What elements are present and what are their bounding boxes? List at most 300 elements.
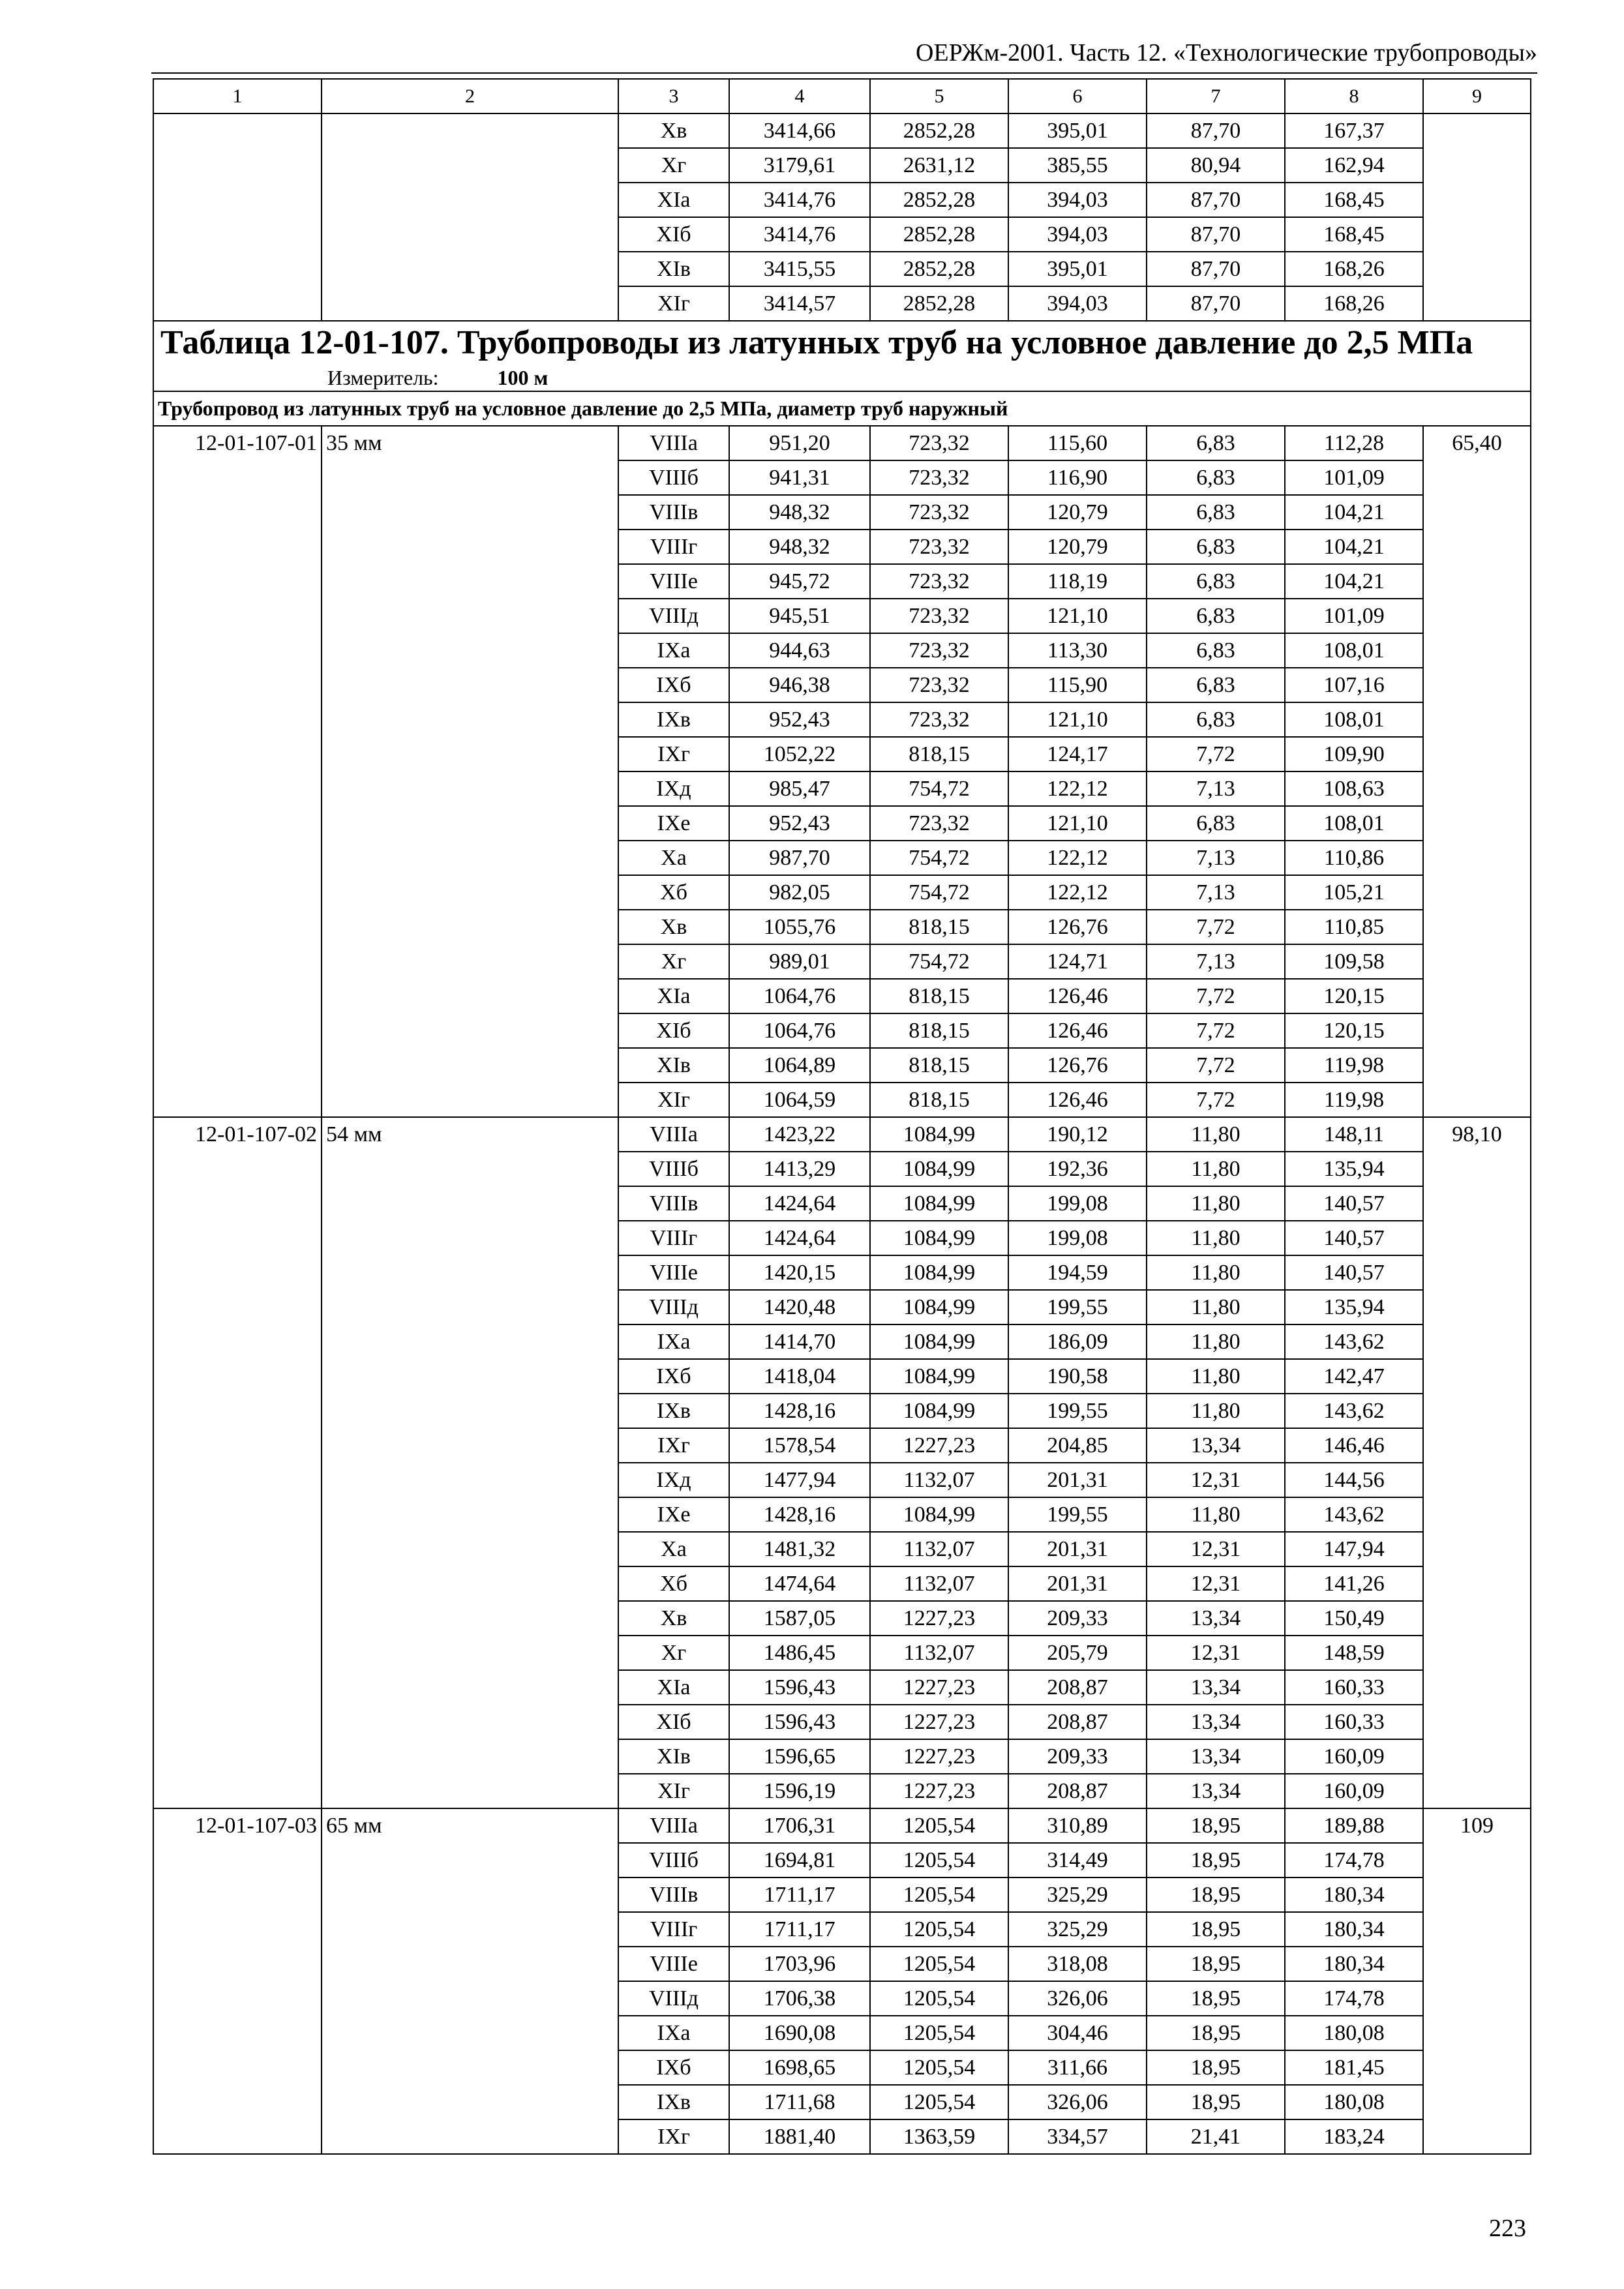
- machinist-wage-cell: 7,72: [1147, 737, 1285, 771]
- mark-cell: XIв: [618, 1048, 729, 1083]
- mark-cell: VIIIб: [618, 460, 729, 495]
- machines-cell: 126,76: [1008, 1048, 1147, 1083]
- materials-cell: 108,01: [1285, 702, 1423, 737]
- mark-cell: VIIIд: [618, 1981, 729, 2016]
- materials-cell: 150,49: [1285, 1601, 1423, 1636]
- mark-cell: VIIIе: [618, 1255, 729, 1290]
- materials-cell: 144,56: [1285, 1463, 1423, 1497]
- rate-code: 12-01-107-03: [153, 1808, 322, 2154]
- total-cost-cell: 1596,65: [729, 1739, 870, 1774]
- wage-cell: 1132,07: [870, 1636, 1008, 1670]
- materials-cell: 101,09: [1285, 460, 1423, 495]
- machines-cell: 199,08: [1008, 1221, 1147, 1255]
- wage-cell: 723,32: [870, 702, 1008, 737]
- total-cost-cell: 945,72: [729, 564, 870, 599]
- mark-cell: VIIIг: [618, 530, 729, 564]
- mark-cell: IXд: [618, 771, 729, 806]
- labor-cost-cell: 109: [1423, 1808, 1531, 2154]
- materials-cell: 112,28: [1285, 426, 1423, 460]
- total-cost-cell: 989,01: [729, 944, 870, 979]
- total-cost-cell: 3179,61: [729, 148, 870, 183]
- machinist-wage-cell: 7,13: [1147, 841, 1285, 875]
- mark-cell: Xв: [618, 113, 729, 148]
- materials-cell: 110,86: [1285, 841, 1423, 875]
- total-cost-cell: 982,05: [729, 875, 870, 910]
- wage-cell: 2852,28: [870, 286, 1008, 321]
- machines-cell: 318,08: [1008, 1947, 1147, 1981]
- machines-cell: 126,46: [1008, 979, 1147, 1013]
- materials-cell: 160,33: [1285, 1705, 1423, 1739]
- column-number: 5: [870, 79, 1008, 113]
- machines-cell: 115,90: [1008, 668, 1147, 702]
- wage-cell: 723,32: [870, 460, 1008, 495]
- wage-cell: 2852,28: [870, 113, 1008, 148]
- machines-cell: 199,55: [1008, 1497, 1147, 1532]
- labor-cost-cell: 98,10: [1423, 1117, 1531, 1808]
- labor-cost-cell: 65,40: [1423, 426, 1531, 1117]
- wage-cell: 2852,28: [870, 217, 1008, 252]
- mark-cell: Xв: [618, 1601, 729, 1636]
- machinist-wage-cell: 11,80: [1147, 1497, 1285, 1532]
- mark-cell: IXг: [618, 737, 729, 771]
- machinist-wage-cell: 13,34: [1147, 1670, 1285, 1705]
- page-number: 223: [1489, 2215, 1526, 2242]
- machines-cell: 334,57: [1008, 2119, 1147, 2154]
- wage-cell: 1084,99: [870, 1359, 1008, 1394]
- pipe-diameter: 35 мм: [322, 426, 618, 1117]
- mark-cell: XIв: [618, 252, 729, 286]
- mark-cell: IXв: [618, 702, 729, 737]
- mark-cell: Xа: [618, 841, 729, 875]
- materials-cell: 105,21: [1285, 875, 1423, 910]
- machinist-wage-cell: 18,95: [1147, 1912, 1285, 1947]
- machines-cell: 126,46: [1008, 1013, 1147, 1048]
- mark-cell: VIIIб: [618, 1152, 729, 1186]
- total-cost-cell: 1477,94: [729, 1463, 870, 1497]
- total-cost-cell: 1424,64: [729, 1186, 870, 1221]
- mark-cell: VIIIд: [618, 1290, 729, 1324]
- wage-cell: 723,32: [870, 633, 1008, 668]
- materials-cell: 120,15: [1285, 979, 1423, 1013]
- materials-cell: 104,21: [1285, 530, 1423, 564]
- wage-cell: 1227,23: [870, 1774, 1008, 1808]
- machinist-wage-cell: 6,83: [1147, 806, 1285, 841]
- machines-cell: 199,08: [1008, 1186, 1147, 1221]
- materials-cell: 148,11: [1285, 1117, 1423, 1152]
- wage-cell: 1227,23: [870, 1428, 1008, 1463]
- wage-cell: 1227,23: [870, 1601, 1008, 1636]
- machinist-wage-cell: 11,80: [1147, 1117, 1285, 1152]
- mark-cell: Xб: [618, 1566, 729, 1601]
- total-cost-cell: 944,63: [729, 633, 870, 668]
- materials-cell: 167,37: [1285, 113, 1423, 148]
- wage-cell: 1205,54: [870, 1912, 1008, 1947]
- materials-cell: 160,09: [1285, 1774, 1423, 1808]
- machines-cell: 394,03: [1008, 183, 1147, 217]
- materials-cell: 109,58: [1285, 944, 1423, 979]
- wage-cell: 1084,99: [870, 1152, 1008, 1186]
- mark-cell: IXе: [618, 1497, 729, 1532]
- table-body: [153, 79, 1531, 2154]
- total-cost-cell: 1428,16: [729, 1497, 870, 1532]
- mark-cell: VIIIд: [618, 599, 729, 633]
- machines-cell: 208,87: [1008, 1670, 1147, 1705]
- mark-cell: XIа: [618, 1670, 729, 1705]
- machines-cell: 385,55: [1008, 148, 1147, 183]
- total-cost-cell: 1420,15: [729, 1255, 870, 1290]
- total-cost-cell: 1064,59: [729, 1083, 870, 1117]
- price-table: [153, 78, 1531, 2155]
- machinist-wage-cell: 18,95: [1147, 2016, 1285, 2050]
- materials-cell: 168,45: [1285, 183, 1423, 217]
- labor-cost-cell: [1423, 113, 1531, 321]
- total-cost-cell: 1486,45: [729, 1636, 870, 1670]
- mark-cell: XIг: [618, 1083, 729, 1117]
- table-row: [153, 426, 1531, 460]
- materials-cell: 119,98: [1285, 1083, 1423, 1117]
- materials-cell: 104,21: [1285, 564, 1423, 599]
- wage-cell: 1205,54: [870, 2050, 1008, 2085]
- materials-cell: 119,98: [1285, 1048, 1423, 1083]
- wage-cell: 1363,59: [870, 2119, 1008, 2154]
- machinist-wage-cell: 13,34: [1147, 1601, 1285, 1636]
- total-cost-cell: 987,70: [729, 841, 870, 875]
- total-cost-cell: 948,32: [729, 495, 870, 530]
- machinist-wage-cell: 7,72: [1147, 1083, 1285, 1117]
- machines-cell: 325,29: [1008, 1878, 1147, 1912]
- wage-cell: 723,32: [870, 668, 1008, 702]
- wage-cell: 1227,23: [870, 1670, 1008, 1705]
- wage-cell: 818,15: [870, 979, 1008, 1013]
- materials-cell: 143,62: [1285, 1324, 1423, 1359]
- mark-cell: XIг: [618, 286, 729, 321]
- materials-cell: 141,26: [1285, 1566, 1423, 1601]
- machines-cell: 122,12: [1008, 771, 1147, 806]
- machinist-wage-cell: 18,95: [1147, 1808, 1285, 1843]
- mark-cell: IXб: [618, 2050, 729, 2085]
- mark-cell: VIIIг: [618, 1221, 729, 1255]
- machines-cell: 126,76: [1008, 910, 1147, 944]
- wage-cell: 1132,07: [870, 1463, 1008, 1497]
- column-number: 7: [1147, 79, 1285, 113]
- machines-cell: 120,79: [1008, 530, 1147, 564]
- machinist-wage-cell: 18,95: [1147, 1947, 1285, 1981]
- column-number: 2: [322, 79, 618, 113]
- column-number: 4: [729, 79, 870, 113]
- wage-cell: 754,72: [870, 875, 1008, 910]
- materials-cell: 120,15: [1285, 1013, 1423, 1048]
- machinist-wage-cell: 11,80: [1147, 1290, 1285, 1324]
- machines-cell: 209,33: [1008, 1601, 1147, 1636]
- mark-cell: VIIIа: [618, 1808, 729, 1843]
- machines-cell: 113,30: [1008, 633, 1147, 668]
- total-cost-cell: 1587,05: [729, 1601, 870, 1636]
- total-cost-cell: 1706,38: [729, 1981, 870, 2016]
- column-number: 3: [618, 79, 729, 113]
- pipe-diameter: 54 мм: [322, 1117, 618, 1808]
- wage-cell: 1084,99: [870, 1497, 1008, 1532]
- machinist-wage-cell: 6,83: [1147, 702, 1285, 737]
- machinist-wage-cell: 18,95: [1147, 1843, 1285, 1878]
- table-row: [153, 1808, 1531, 1843]
- total-cost-cell: 1052,22: [729, 737, 870, 771]
- mark-cell: VIIIг: [618, 1912, 729, 1947]
- wage-cell: 1205,54: [870, 1878, 1008, 1912]
- pipe-diameter: [322, 113, 618, 321]
- materials-cell: 143,62: [1285, 1394, 1423, 1428]
- machinist-wage-cell: 6,83: [1147, 426, 1285, 460]
- machines-cell: 124,17: [1008, 737, 1147, 771]
- machines-cell: 201,31: [1008, 1532, 1147, 1566]
- wage-cell: 818,15: [870, 1013, 1008, 1048]
- materials-cell: 135,94: [1285, 1152, 1423, 1186]
- mark-cell: IXа: [618, 1324, 729, 1359]
- wage-cell: 1205,54: [870, 1843, 1008, 1878]
- wage-cell: 1205,54: [870, 1947, 1008, 1981]
- machines-cell: 394,03: [1008, 217, 1147, 252]
- mark-cell: IXа: [618, 2016, 729, 2050]
- wage-cell: 2852,28: [870, 252, 1008, 286]
- total-cost-cell: 951,20: [729, 426, 870, 460]
- total-cost-cell: 1423,22: [729, 1117, 870, 1152]
- materials-cell: 160,09: [1285, 1739, 1423, 1774]
- machinist-wage-cell: 12,31: [1147, 1532, 1285, 1566]
- machinist-wage-cell: 13,34: [1147, 1739, 1285, 1774]
- machinist-wage-cell: 11,80: [1147, 1394, 1285, 1428]
- total-cost-cell: 1481,32: [729, 1532, 870, 1566]
- machinist-wage-cell: 11,80: [1147, 1359, 1285, 1394]
- machines-cell: 186,09: [1008, 1324, 1147, 1359]
- measure-value: 100 м: [497, 366, 549, 389]
- materials-cell: 189,88: [1285, 1808, 1423, 1843]
- mark-cell: XIв: [618, 1739, 729, 1774]
- mark-cell: IXг: [618, 2119, 729, 2154]
- total-cost-cell: 1420,48: [729, 1290, 870, 1324]
- machinist-wage-cell: 13,34: [1147, 1774, 1285, 1808]
- materials-cell: 174,78: [1285, 1981, 1423, 2016]
- machinist-wage-cell: 7,13: [1147, 875, 1285, 910]
- mark-cell: XIа: [618, 183, 729, 217]
- total-cost-cell: 1881,40: [729, 2119, 870, 2154]
- wage-cell: 723,32: [870, 495, 1008, 530]
- wage-cell: 1205,54: [870, 2085, 1008, 2119]
- mark-cell: VIIIе: [618, 564, 729, 599]
- wage-cell: 1132,07: [870, 1532, 1008, 1566]
- mark-cell: VIIIв: [618, 495, 729, 530]
- machines-cell: 121,10: [1008, 806, 1147, 841]
- wage-cell: 818,15: [870, 1083, 1008, 1117]
- machines-cell: 325,29: [1008, 1912, 1147, 1947]
- wage-cell: 754,72: [870, 841, 1008, 875]
- total-cost-cell: 1711,17: [729, 1912, 870, 1947]
- wage-cell: 818,15: [870, 737, 1008, 771]
- machinist-wage-cell: 6,83: [1147, 668, 1285, 702]
- total-cost-cell: 952,43: [729, 806, 870, 841]
- wage-cell: 1084,99: [870, 1186, 1008, 1221]
- machines-cell: 394,03: [1008, 286, 1147, 321]
- machines-cell: 121,10: [1008, 702, 1147, 737]
- materials-cell: 140,57: [1285, 1221, 1423, 1255]
- machinist-wage-cell: 12,31: [1147, 1463, 1285, 1497]
- mark-cell: XIб: [618, 217, 729, 252]
- total-cost-cell: 941,31: [729, 460, 870, 495]
- column-number-row: [153, 79, 1531, 113]
- mark-cell: IXа: [618, 633, 729, 668]
- section-subheader-row: [153, 391, 1531, 426]
- table-row: [153, 1117, 1531, 1152]
- mark-cell: VIIIа: [618, 1117, 729, 1152]
- wage-cell: 1227,23: [870, 1705, 1008, 1739]
- machines-cell: 310,89: [1008, 1808, 1147, 1843]
- total-cost-cell: 1414,70: [729, 1324, 870, 1359]
- mark-cell: VIIIв: [618, 1186, 729, 1221]
- column-number: 1: [153, 79, 322, 113]
- total-cost-cell: 945,51: [729, 599, 870, 633]
- machinist-wage-cell: 11,80: [1147, 1221, 1285, 1255]
- machines-cell: 122,12: [1008, 841, 1147, 875]
- materials-cell: 104,21: [1285, 495, 1423, 530]
- mark-cell: Xг: [618, 944, 729, 979]
- materials-cell: 181,45: [1285, 2050, 1423, 2085]
- wage-cell: 754,72: [870, 771, 1008, 806]
- wage-cell: 1205,54: [870, 2016, 1008, 2050]
- machinist-wage-cell: 18,95: [1147, 1878, 1285, 1912]
- mark-cell: VIIIа: [618, 426, 729, 460]
- total-cost-cell: 3414,66: [729, 113, 870, 148]
- total-cost-cell: 1596,43: [729, 1705, 870, 1739]
- machinist-wage-cell: 18,95: [1147, 1981, 1285, 2016]
- machinist-wage-cell: 11,80: [1147, 1152, 1285, 1186]
- wage-cell: 723,32: [870, 599, 1008, 633]
- materials-cell: 183,24: [1285, 2119, 1423, 2154]
- total-cost-cell: 1424,64: [729, 1221, 870, 1255]
- column-number: 9: [1423, 79, 1531, 113]
- machines-cell: 209,33: [1008, 1739, 1147, 1774]
- machinist-wage-cell: 13,34: [1147, 1428, 1285, 1463]
- mark-cell: IXд: [618, 1463, 729, 1497]
- machinist-wage-cell: 7,13: [1147, 771, 1285, 806]
- machinist-wage-cell: 6,83: [1147, 633, 1285, 668]
- machinist-wage-cell: 7,72: [1147, 979, 1285, 1013]
- materials-cell: 109,90: [1285, 737, 1423, 771]
- machinist-wage-cell: 13,34: [1147, 1705, 1285, 1739]
- table-row: [153, 113, 1531, 148]
- machinist-wage-cell: 87,70: [1147, 113, 1285, 148]
- wage-cell: 818,15: [870, 1048, 1008, 1083]
- wage-cell: 754,72: [870, 944, 1008, 979]
- machinist-wage-cell: 6,83: [1147, 564, 1285, 599]
- materials-cell: 162,94: [1285, 148, 1423, 183]
- machines-cell: 395,01: [1008, 113, 1147, 148]
- materials-cell: 168,26: [1285, 286, 1423, 321]
- machines-cell: 120,79: [1008, 495, 1147, 530]
- machines-cell: 116,90: [1008, 460, 1147, 495]
- machines-cell: 395,01: [1008, 252, 1147, 286]
- total-cost-cell: 952,43: [729, 702, 870, 737]
- machinist-wage-cell: 18,95: [1147, 2085, 1285, 2119]
- machines-cell: 126,46: [1008, 1083, 1147, 1117]
- machinist-wage-cell: 12,31: [1147, 1636, 1285, 1670]
- total-cost-cell: 948,32: [729, 530, 870, 564]
- machines-cell: 124,71: [1008, 944, 1147, 979]
- wage-cell: 818,15: [870, 910, 1008, 944]
- mark-cell: Xб: [618, 875, 729, 910]
- machines-cell: 199,55: [1008, 1290, 1147, 1324]
- wage-cell: 723,32: [870, 530, 1008, 564]
- machines-cell: 326,06: [1008, 2085, 1147, 2119]
- total-cost-cell: 1418,04: [729, 1359, 870, 1394]
- mark-cell: IXв: [618, 2085, 729, 2119]
- materials-cell: 110,85: [1285, 910, 1423, 944]
- wage-cell: 723,32: [870, 564, 1008, 599]
- total-cost-cell: 1694,81: [729, 1843, 870, 1878]
- materials-cell: 180,08: [1285, 2085, 1423, 2119]
- materials-cell: 168,26: [1285, 252, 1423, 286]
- wage-cell: 1132,07: [870, 1566, 1008, 1601]
- mark-cell: Xг: [618, 1636, 729, 1670]
- total-cost-cell: 1698,65: [729, 2050, 870, 2085]
- total-cost-cell: 1413,29: [729, 1152, 870, 1186]
- materials-cell: 143,62: [1285, 1497, 1423, 1532]
- mark-cell: VIIIе: [618, 1947, 729, 1981]
- machines-cell: 201,31: [1008, 1463, 1147, 1497]
- materials-cell: 135,94: [1285, 1290, 1423, 1324]
- total-cost-cell: 1064,76: [729, 979, 870, 1013]
- total-cost-cell: 1596,43: [729, 1670, 870, 1705]
- machinist-wage-cell: 6,83: [1147, 530, 1285, 564]
- machines-cell: 190,58: [1008, 1359, 1147, 1394]
- machinist-wage-cell: 87,70: [1147, 286, 1285, 321]
- mark-cell: VIIIв: [618, 1878, 729, 1912]
- materials-cell: 107,16: [1285, 668, 1423, 702]
- materials-cell: 180,34: [1285, 1912, 1423, 1947]
- wage-cell: 1205,54: [870, 1808, 1008, 1843]
- machines-cell: 201,31: [1008, 1566, 1147, 1601]
- wage-cell: 2852,28: [870, 183, 1008, 217]
- total-cost-cell: 3414,57: [729, 286, 870, 321]
- wage-cell: 723,32: [870, 426, 1008, 460]
- materials-cell: 160,33: [1285, 1670, 1423, 1705]
- machines-cell: 122,12: [1008, 875, 1147, 910]
- machines-cell: 326,06: [1008, 1981, 1147, 2016]
- total-cost-cell: 1706,31: [729, 1808, 870, 1843]
- machines-cell: 121,10: [1008, 599, 1147, 633]
- machinist-wage-cell: 87,70: [1147, 217, 1285, 252]
- materials-cell: 101,09: [1285, 599, 1423, 633]
- wage-cell: 1084,99: [870, 1255, 1008, 1290]
- mark-cell: XIб: [618, 1705, 729, 1739]
- materials-cell: 140,57: [1285, 1255, 1423, 1290]
- machinist-wage-cell: 12,31: [1147, 1566, 1285, 1601]
- wage-cell: 1084,99: [870, 1221, 1008, 1255]
- machines-cell: 311,66: [1008, 2050, 1147, 2085]
- total-cost-cell: 1064,76: [729, 1013, 870, 1048]
- machines-cell: 314,49: [1008, 1843, 1147, 1878]
- total-cost-cell: 3414,76: [729, 183, 870, 217]
- machinist-wage-cell: 7,13: [1147, 944, 1285, 979]
- materials-cell: 148,59: [1285, 1636, 1423, 1670]
- machinist-wage-cell: 6,83: [1147, 460, 1285, 495]
- materials-cell: 108,01: [1285, 806, 1423, 841]
- wage-cell: 1084,99: [870, 1117, 1008, 1152]
- materials-cell: 168,45: [1285, 217, 1423, 252]
- machines-cell: 208,87: [1008, 1774, 1147, 1808]
- materials-cell: 108,01: [1285, 633, 1423, 668]
- machinist-wage-cell: 6,83: [1147, 599, 1285, 633]
- total-cost-cell: 985,47: [729, 771, 870, 806]
- machinist-wage-cell: 7,72: [1147, 910, 1285, 944]
- total-cost-cell: 1578,54: [729, 1428, 870, 1463]
